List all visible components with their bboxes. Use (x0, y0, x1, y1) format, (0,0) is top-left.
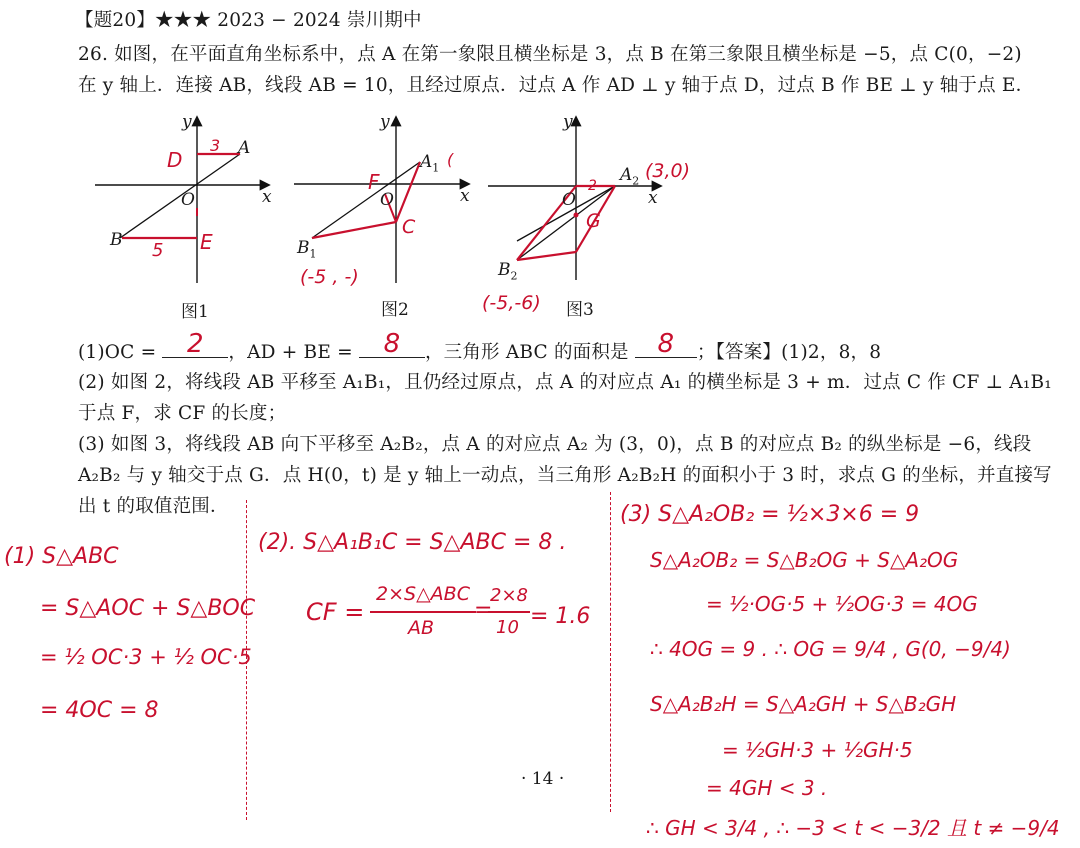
fig2-b1c (312, 222, 396, 238)
header-title: 【题20】★★★ 2023 − 2024 崇川期中 (75, 10, 422, 31)
adbe-answer: 8 (383, 329, 401, 359)
fig2-label-x: x (460, 186, 470, 206)
fig3-hw-g: G (586, 210, 601, 232)
hw-col3-line-8: ∴ GH < 3/4 , ∴ −3 < t < −3/2 且 t ≠ −9/4 (646, 816, 1060, 840)
fig1-hw-e: E (200, 230, 213, 254)
fig3-b2-sub: 2 (510, 269, 518, 283)
hw-col3-line-7: = 4GH < 3 . (706, 776, 828, 800)
fig1-label-a: A (238, 138, 251, 158)
fig3-caption: 图3 (566, 300, 594, 320)
page-number: · 14 · (521, 769, 565, 789)
part1-mid2: ，三角形 ABC 的面积是 (424, 342, 629, 363)
hw-col3-line-5: S△A₂B₂H = S△A₂GH + S△B₂GH (650, 692, 957, 716)
fig3-a2-letter: A (620, 165, 633, 185)
fig2-b1-sub: 1 (309, 247, 317, 261)
hw-col3-line-1: (3) S△A₂OB₂ = ½×3×6 = 9 (620, 502, 920, 527)
fig1-label-x: x (262, 187, 272, 207)
hw-col2-frac-line (370, 611, 476, 613)
part3-line-3: 出 t 的取值范围． (78, 496, 229, 517)
part1-answer-text: ；【答案】(1)2，8，8 (696, 342, 882, 363)
area-answer: 8 (657, 329, 675, 359)
hw-col3-line-6: = ½GH·3 + ½GH·5 (722, 738, 913, 762)
part3-line-1: (3) 如图 3，将线段 AB 向下平移至 A₂B₂，点 A 的对应点 A₂ 为 (3，0)，点 B 的对应点 B₂ 的纵坐标是 −6，线段 (78, 434, 1032, 455)
fig1-caption: 图1 (181, 302, 209, 322)
part3-line-2: A₂B₂ 与 y 轴交于点 G．点 H(0，t) 是 y 轴上一动点，当三角形 A₂B₂H 的面积小于 3 时，求点 G 的坐标，并直接写 (78, 465, 1052, 486)
area-answer-blank (635, 329, 697, 359)
hw-col3-line-4: ∴ 4OG = 9 . ∴ OG = 9/4 , G(0, −9/4) (650, 637, 1011, 661)
fig3-hw-b2coord: (-5,-6) (482, 292, 541, 314)
question-line-2: 在 y 轴上．连接 AB，线段 AB = 10，且经过原点．过点 A 作 AD ⊥ y 轴于点 D，过点 B 作 BE ⊥ y 轴于点 E． (78, 75, 1035, 96)
fig2-caption: 图2 (381, 300, 409, 320)
hw-col1-line-1: (1) S△ABC (4, 544, 119, 569)
fig1-label-b: B (110, 230, 123, 250)
hw-col2-line-1: (2). S△A₁B₁C = S△ABC = 8 . (258, 530, 567, 555)
fig3-a2-sub: 2 (632, 174, 640, 188)
part2-line-1: (2) 如图 2，将线段 AB 平移至 A₁B₁，且仍经过原点，点 A 的对应点 A₁ 的横坐标是 3 + m．过点 C 作 CF ⊥ A₁B₁ (78, 372, 1052, 393)
fig1-hw-5: 5 (152, 240, 164, 261)
fig3-label-x: x (648, 188, 658, 208)
fig2-label-y: y (380, 112, 390, 132)
fig3-hw-a2coord: (3,0) (645, 160, 691, 182)
hw-col2-eq: = (474, 598, 493, 623)
fig1-hw-3: 3 (210, 136, 221, 155)
hw-col3-line-2: S△A₂OB₂ = S△B₂OG + S△A₂OG (650, 548, 959, 572)
fig2-hw-c: C (402, 216, 416, 238)
fig3-point-g (574, 213, 579, 218)
hw-col2-frac2-den: 10 (496, 617, 519, 638)
oc-answer: 2 (187, 329, 204, 359)
part1-prefix: (1)OC = (78, 342, 157, 363)
adbe-answer-blank (359, 329, 425, 359)
fig2-label-o: O (380, 190, 394, 210)
fig3-label-o: O (562, 190, 576, 210)
fig2-hw-paren: ( (447, 150, 454, 169)
fig1-hw-d: D (167, 148, 183, 172)
fig2-a1-letter: A (420, 152, 433, 172)
hw-col1-line-2: = S△AOC + S△BOC (40, 596, 256, 621)
fig3-label-a2 (620, 165, 639, 187)
fig2-label-a1 (420, 152, 439, 174)
divider-right (610, 492, 611, 812)
hw-col2-frac2-num: 2×8 (490, 585, 528, 606)
part2-line-2: 于点 F，求 CF 的长度； (78, 403, 287, 424)
fig1-label-y: y (182, 112, 192, 132)
fig2-label-b1 (297, 238, 317, 260)
question-line-1: 26. 如图，在平面直角坐标系中，点 A 在第一象限且横坐标是 3，点 B 在第三象限且横坐标是 −5，点 C(0，−2) (78, 44, 1022, 65)
hw-col3-line-3: = ½·OG·5 + ½OG·3 = 4OG (706, 592, 978, 616)
hw-col2-frac-num: 2×S△ABC (376, 583, 470, 605)
fig3-label-b2 (498, 260, 518, 282)
hw-col2-cf-label: CF = (306, 598, 365, 626)
hw-col2-frac-den: AB (408, 617, 435, 639)
fig2-hw-coord: (-5 , -) (300, 266, 359, 288)
hw-col2-frac2-line (488, 611, 530, 613)
hw-col1-line-3: = ½ OC·3 + ½ OC·5 (40, 645, 252, 669)
fig3-label-y: y (563, 112, 573, 132)
fig2-hw-f: F (368, 170, 380, 194)
part1-mid: ，AD + BE = (228, 342, 353, 363)
fig2-b1-letter: B (297, 238, 310, 258)
fig2-a1-sub: 1 (432, 161, 440, 175)
hw-col2-result: = 1.6 (530, 604, 591, 629)
fig3-hw-2: 2 (588, 178, 597, 194)
fig3-b2-letter: B (498, 260, 511, 280)
fig1-label-o: O (181, 190, 195, 210)
part1-line (78, 329, 882, 364)
hw-col1-line-4: = 4OC = 8 (40, 698, 159, 723)
oc-answer-blank (162, 329, 228, 359)
